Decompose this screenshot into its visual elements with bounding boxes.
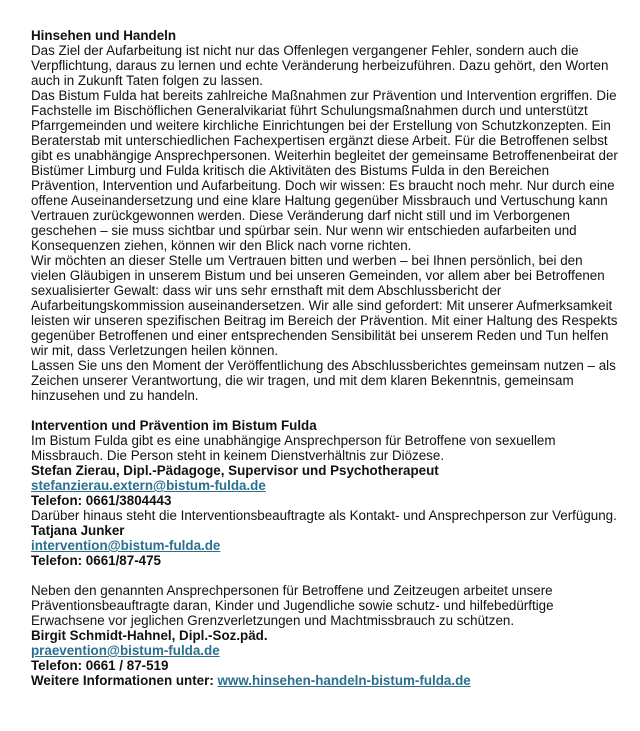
contact-email-link[interactable]: praevention@bistum-fulda.de [31,643,220,658]
paragraph: Darüber hinaus steht die Interventionsbeauftragte als Kontakt- und Ansprechperson zur Verfügung. [31,508,617,523]
paragraph: Neben den genannten Ansprechpersonen für Betroffene und Zeitzeugen arbeitet unsere Präventionsbeauftragte daran, Kinder und Jugendliche sowie schutz- und hilfebedürftige Erwachsene vor jeglichen Grenzverletzungen und Machtmissbrauch zu schützen. [31,583,554,628]
contact-name: Birgit Schmidt-Hahnel, Dipl.-Soz.päd. [31,628,268,643]
contact-phone: Telefon: 0661/87-475 [31,553,162,568]
more-info-label: Weitere Informationen unter: [31,673,214,688]
contact-email-link[interactable]: stefanzierau.extern@bistum-fulda.de [31,478,266,493]
paragraph: Das Bistum Fulda hat bereits zahlreiche Maßnahmen zur Prävention und Intervention ergriffen. Die Fachstelle im Bischöflichen Generalvikariat führt Schulungsmaßnahmen durch und unterstützt Pfarrgemeinden und weitere kirchliche Einrichtungen bei der Erstellung von Schutzkonzepten. Ein Beraterstab mit unterschiedlichen Fachexpertisen ergänzt diese Arbeit. Für die Betroffenen selbst gibt es unabhängige Ansprechpersonen. Weiterhin begleitet der gemeinsame Betroffenenbeirat der Bistümer Limburg und Fulda kritisch die Aktivitäten des Bistums Fulda in den Bereichen Prävention, Intervention und Aufarbeitung. Doch wir wissen: Es braucht noch mehr. Nur durch eine offene Auseinandersetzung und eine klare Haltung gegenüber Missbrauch und Vertuschung kann Vertrauen zurückgewonnen werden. Diese Veränderung darf nicht still und im Verborgenen geschehen – sie muss sichtbar und spürbar sein. Nur wenn wir entschieden aufarbeiten und Konsequenzen ziehen, können wir den Blick nach vorne richten. [31,88,618,253]
contact-phone: Telefon: 0661/3804443 [31,493,172,508]
contact-phone: Telefon: 0661 / 87-519 [31,658,169,673]
spacer [31,403,620,418]
contact-name: Tatjana Junker [31,523,125,538]
website-link[interactable]: www.hinsehen-handeln-bistum-fulda.de [217,673,471,688]
spacer [31,568,620,583]
contact-name: Stefan Zierau, Dipl.-Pädagoge, Supervisor und Psychotherapeut [31,463,439,478]
paragraph: Wir möchten an dieser Stelle um Vertrauen bitten und werben – bei Ihnen persönlich, bei den vielen Gläubigen in unserem Bistum und bei unseren Gemeinden, vor allem aber bei Betroffenen sexualisierter Gewalt: dass wir uns sehr ernsthaft mit dem Abschlussbericht der Aufarbeitungskommission auseinandersetzen. Wir alle sind gefordert: Mit unserer Aufmerksamkeit leisten wir unseren spezifischen Beitrag im Bereich der Prävention. Mit einer Haltung des Respekts gegenüber Betroffenen und einer entsprechenden Sensibilität bei unserem Reden und Tun helfen wir mit, dass Verletzungen heilen können. [31,253,618,358]
paragraph: Lassen Sie uns den Moment der Veröffentlichung des Abschlussberichtes gemeinsam nutzen – als Zeichen unserer Verantwortung, die wir tragen, und mit dem klaren Bekenntnis, gemeinsam hinzusehen und zu handeln. [31,358,616,403]
more-info-line [31,673,620,688]
section-heading-hinsehen: Hinsehen und Handeln [31,28,177,43]
contact-email-link[interactable]: intervention@bistum-fulda.de [31,538,221,553]
paragraph: Im Bistum Fulda gibt es eine unabhängige Ansprechperson für Betroffene von sexuellem Missbrauch. Die Person steht in keinem Dienstverhältnis zur Diözese. [31,433,556,463]
section-heading-intervention: Intervention und Prävention im Bistum Fulda [31,418,317,433]
paragraph: Das Ziel der Aufarbeitung ist nicht nur das Offenlegen vergangener Fehler, sondern auch die Verpflichtung, daraus zu lernen und echte Veränderung herbeizuführen. Dazu gehört, den Worten auch in Zukunft Taten folgen zu lassen. [31,43,609,88]
